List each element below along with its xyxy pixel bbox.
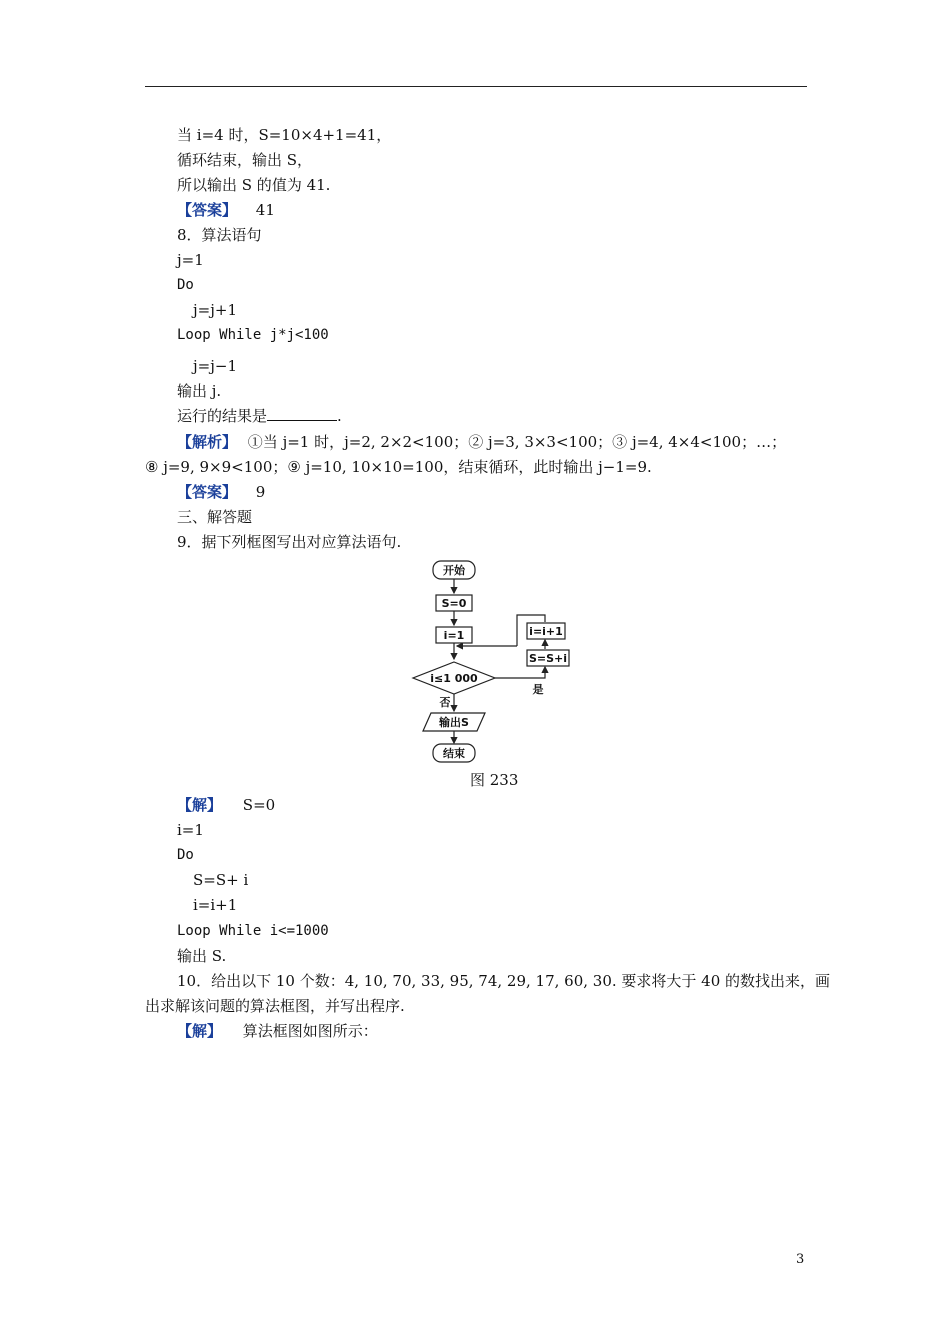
- code-line: j=j−1: [193, 357, 237, 375]
- output-label: 输出S: [439, 716, 469, 729]
- code-line: Do: [177, 847, 194, 863]
- start-label: 开始: [443, 564, 465, 577]
- analysis-text: ①当 j=1 时，j=2, 2×2<100；② j=3, 3×3<100；③ j=4, 4×4<100；…；: [247, 433, 787, 451]
- code-line: j=j+1: [193, 301, 237, 319]
- code-line: Loop While j*j<100: [177, 327, 329, 343]
- figure-caption: 图 233: [470, 771, 519, 789]
- upd-i-label: i=i+1: [529, 625, 563, 638]
- text-line: 当 i=4 时，S=10×4+1=41，: [177, 126, 392, 144]
- text-line: 所以输出 S 的值为 41.: [177, 176, 331, 194]
- answer-line: [177, 201, 275, 219]
- code-line: Do: [177, 277, 194, 293]
- prompt-end: .: [337, 407, 342, 425]
- answer-value: 9: [255, 483, 266, 501]
- question-8-prompt: [177, 407, 342, 425]
- text-line: 循环结束，输出 S，: [177, 151, 313, 169]
- code-line: 输出 j.: [177, 382, 222, 400]
- analysis-line-2: ⑧ j=9, 9×9<100；⑨ j=10, 10×10=100，结束循环，此时输出 j−1=9.: [145, 458, 652, 476]
- answer-line: [177, 483, 265, 501]
- no-label: 否: [439, 696, 451, 709]
- yes-label: 是: [532, 683, 544, 696]
- code-line: i=1: [177, 821, 204, 839]
- solution-text: 算法框图如图所示：: [242, 1022, 378, 1040]
- end-label: 结束: [443, 747, 465, 760]
- question-8: 8．算法语句: [177, 226, 262, 244]
- s0-label: S=0: [441, 597, 467, 610]
- flowchart: [405, 555, 590, 765]
- cond-label: i≤1 000: [430, 672, 478, 685]
- page-number: 3: [796, 1252, 805, 1267]
- code-line: Loop While i<=1000: [177, 923, 329, 939]
- question-10-cont: 出求解该问题的算法框图，并写出程序.: [145, 997, 405, 1015]
- question-9: 9．据下列框图写出对应算法语句.: [177, 533, 402, 551]
- answer-value: 41: [255, 201, 275, 219]
- solution-code: S=0: [242, 796, 276, 814]
- upd-s-label: S=S+i: [528, 652, 568, 665]
- code-line: i=i+1: [193, 896, 238, 914]
- code-line: j=1: [177, 251, 204, 269]
- header-rule: [145, 86, 807, 87]
- solution-line: [177, 796, 275, 814]
- prompt-text: 运行的结果是: [177, 407, 268, 425]
- code-line: S=S+ i: [193, 871, 249, 889]
- code-line: 输出 S.: [177, 947, 227, 965]
- answer-tag: 【答案】: [177, 201, 238, 219]
- solution-line: [177, 1022, 378, 1040]
- solution-tag: 【解】: [177, 1022, 223, 1040]
- analysis-tag: 【解析】: [177, 433, 238, 451]
- question-10: 10．给出以下 10 个数：4, 10, 70, 33, 95, 74, 29, 17, 60, 30. 要求将大于 40 的数找出来，画: [177, 972, 831, 990]
- i1-label: i=1: [443, 629, 465, 642]
- answer-blank: [267, 408, 337, 421]
- section-heading: 三、解答题: [177, 508, 253, 526]
- solution-tag: 【解】: [177, 796, 223, 814]
- analysis-line: [177, 433, 786, 451]
- answer-tag: 【答案】: [177, 483, 238, 501]
